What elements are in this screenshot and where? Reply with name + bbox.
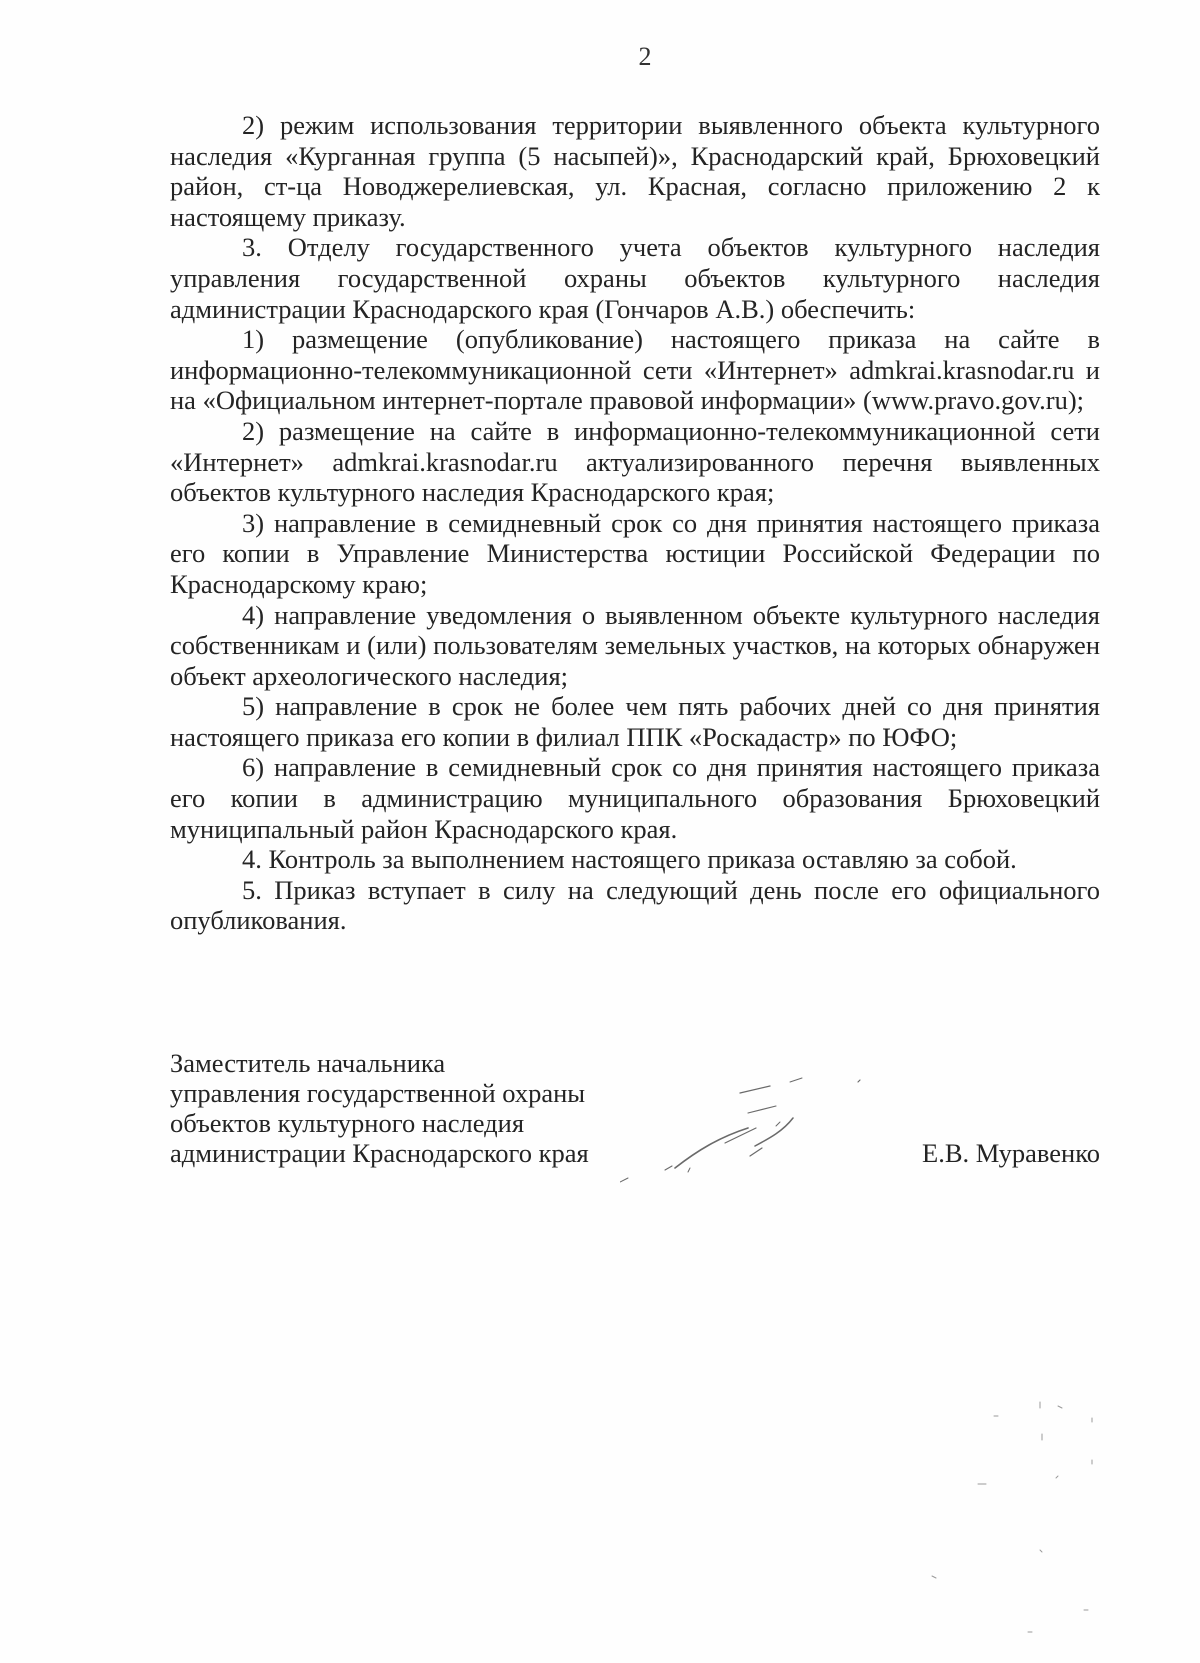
paragraph-regime-territory: 2) режим использования территории выявленного объекта культурного наследия «Курганная группа (5 насыпей)», Краснодарский край, Брюховецкий район, ст-ца Новоджерелиевская, ул. Красная, согласно приложению 2 к настоящему приказу. <box>170 110 1100 232</box>
signer-name: Е.В. Муравенко <box>922 1138 1100 1168</box>
paragraph-roskadastr: 5) направление в срок не более чем пять рабочих дней со дня принятия настоящего приказа его копии в филиал ППК «Роскадастр» по ЮФО; <box>170 691 1100 752</box>
paragraph-updated-list: 2) размещение на сайте в информационно-телекоммуникационной сети «Интернет» admkrai.krasnodar.ru актуализированного перечня выявленных объектов культурного наследия Краснодарского края; <box>170 415 1100 508</box>
signer-position-line: управления государственной охраны <box>170 1078 586 1108</box>
paragraph-ministry-justice: 3) направление в семидневный срок со дня принятия настоящего приказа его копии в Управление Министерства юстиции Российской Федерации по Краснодарскому краю; <box>170 507 1100 599</box>
signer-position-line: Заместитель начальника <box>170 1048 446 1078</box>
signer-position-line: администрации Краснодарского края <box>170 1138 589 1168</box>
page-number: 2 <box>638 42 652 71</box>
paragraph-effective-date: 5. Приказ вступает в силу на следующий день после его официального опубликования. <box>170 874 1100 936</box>
handwritten-signature <box>620 1060 910 1190</box>
paragraph-municipal-administration: 6) направление в семидневный срок со дня принятия настоящего приказа его копии в администрацию муниципального образования Брюховецкий муниципальный район Краснодарского края. <box>170 752 1100 844</box>
paragraph-department-instruction: 3. Отделу государственного учета объектов культурного наследия управления государственной охраны объектов культурного наследия администрации Краснодарского края (Гончаров А.В.) обеспечить: <box>170 232 1100 324</box>
paragraph-owner-notification: 4) направление уведомления о выявленном объекте культурного наследия собственникам и (или) пользователям земельных участков, на которых обнаружен объект археологического наследия; <box>170 599 1100 691</box>
signer-position <box>170 1048 589 1168</box>
scan-noise-marks <box>930 1400 1110 1640</box>
paragraph-publication-site: 1) размещение (опубликование) настоящего приказа на сайте в информационно-телекоммуникационной сети «Интернет» admkrai.krasnodar.ru и на «Официальном интернет-портале правовой информации» (www.pravo.gov.ru); <box>170 324 1100 416</box>
signer-position-line: объектов культурного наследия <box>170 1108 525 1138</box>
document-body <box>170 110 1100 936</box>
paragraph-control: 4. Контроль за выполнением настоящего приказа оставляю за собой. <box>242 844 1017 875</box>
